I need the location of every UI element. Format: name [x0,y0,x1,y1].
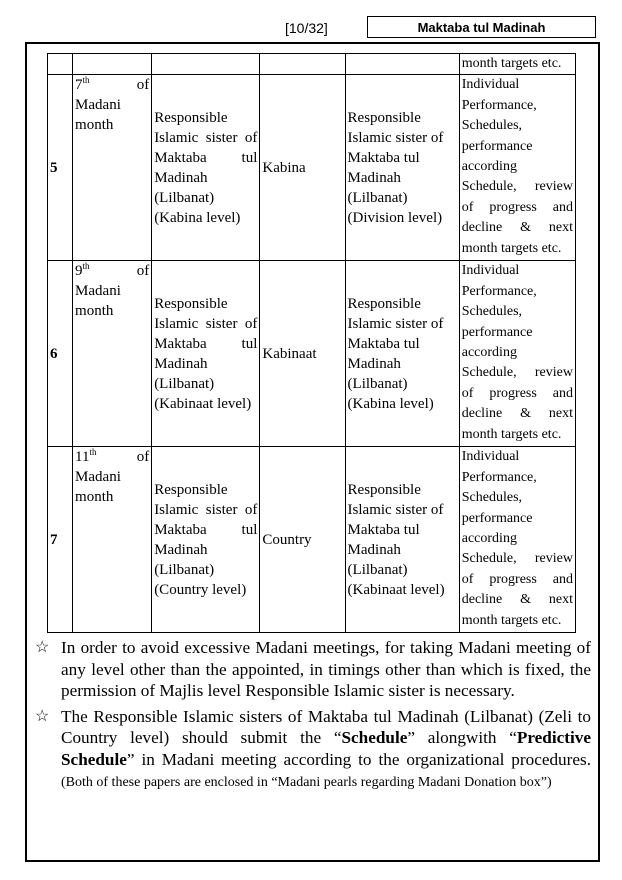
note-item [35,706,591,793]
responsible-cell: Responsible Islamic sister of Maktaba tul Madinah (Lilbanat) (Kabinaat level) [152,261,260,447]
table-row [48,54,576,75]
table-row [48,75,576,261]
row-number: 7 [48,447,73,633]
table-cell [48,54,73,75]
star-outline-icon: ☆ [35,639,50,656]
level-cell: Kabinaat [260,261,345,447]
star-outline-icon: ☆ [35,707,50,725]
details-cell: Individual Performance, Schedules, performance according Schedule, review of progress and decline & next month targets etc. [459,75,575,261]
responsible-cell: Responsible Islamic sister of Maktaba tul Madinah (Lilbanat) (Country level) [152,447,260,633]
row-number: 5 [48,75,73,261]
reviewer-cell: Responsible Islamic sister of Maktaba tul Madinah (Lilbanat) (Kabina level) [345,261,459,447]
details-cell: Individual Performance, Schedules, performance according Schedule, review of progress and decline & next month targets etc. [459,261,575,447]
responsible-cell: Responsible Islamic sister of Maktaba tul Madinah (Lilbanat) (Kabina level) [152,75,260,261]
row-number: 6 [48,261,73,447]
table-cell [345,54,459,75]
note-text: The Responsible Islamic sisters of Maktaba tul Madinah (Lilbanat) (Zeli to Country level) should submit the “Schedule” alongwith “Predictive Schedule” in Madani meeting according to the organizational procedures.(Both of these papers are enclosed in “Madani pearls regarding Madani Donation box”) [61,706,591,790]
note-footnote: (Both of these papers are enclosed in “Madani pearls regarding Madani Donation box”) [61,775,552,790]
note-text: In order to avoid excessive Madani meetings, for taking Madani meeting of any level other than the appointed, in timings other than which is fixed, the permission of Majlis level Responsible Islamic sister is necessary. [61,638,591,700]
details-cell: Individual Performance, Schedules, performance according Schedule, review of progress and decline & next month targets etc. [459,447,575,633]
reviewer-cell: Responsible Islamic sister of Maktaba tul Madinah (Lilbanat) (Kabinaat level) [345,447,459,633]
date-cell: 9th of Madani month [73,261,152,447]
table-cell [152,54,260,75]
table-row [48,261,576,447]
header-title: Maktaba tul Madinah [367,16,596,38]
date-cell: 11th of Madani month [73,447,152,633]
level-cell: Kabina [260,75,345,261]
notes-section [35,637,591,796]
schedule-table [47,53,576,633]
note-item [35,637,591,702]
date-cell: 7th of Madani month [73,75,152,261]
level-cell: Country [260,447,345,633]
table-cell [260,54,345,75]
table-cell [73,54,152,75]
table-row [48,447,576,633]
page-number: [10/32] [285,20,328,36]
table-cell-details: month targets etc. [459,54,575,75]
reviewer-cell: Responsible Islamic sister of Maktaba tul Madinah (Lilbanat) (Division level) [345,75,459,261]
